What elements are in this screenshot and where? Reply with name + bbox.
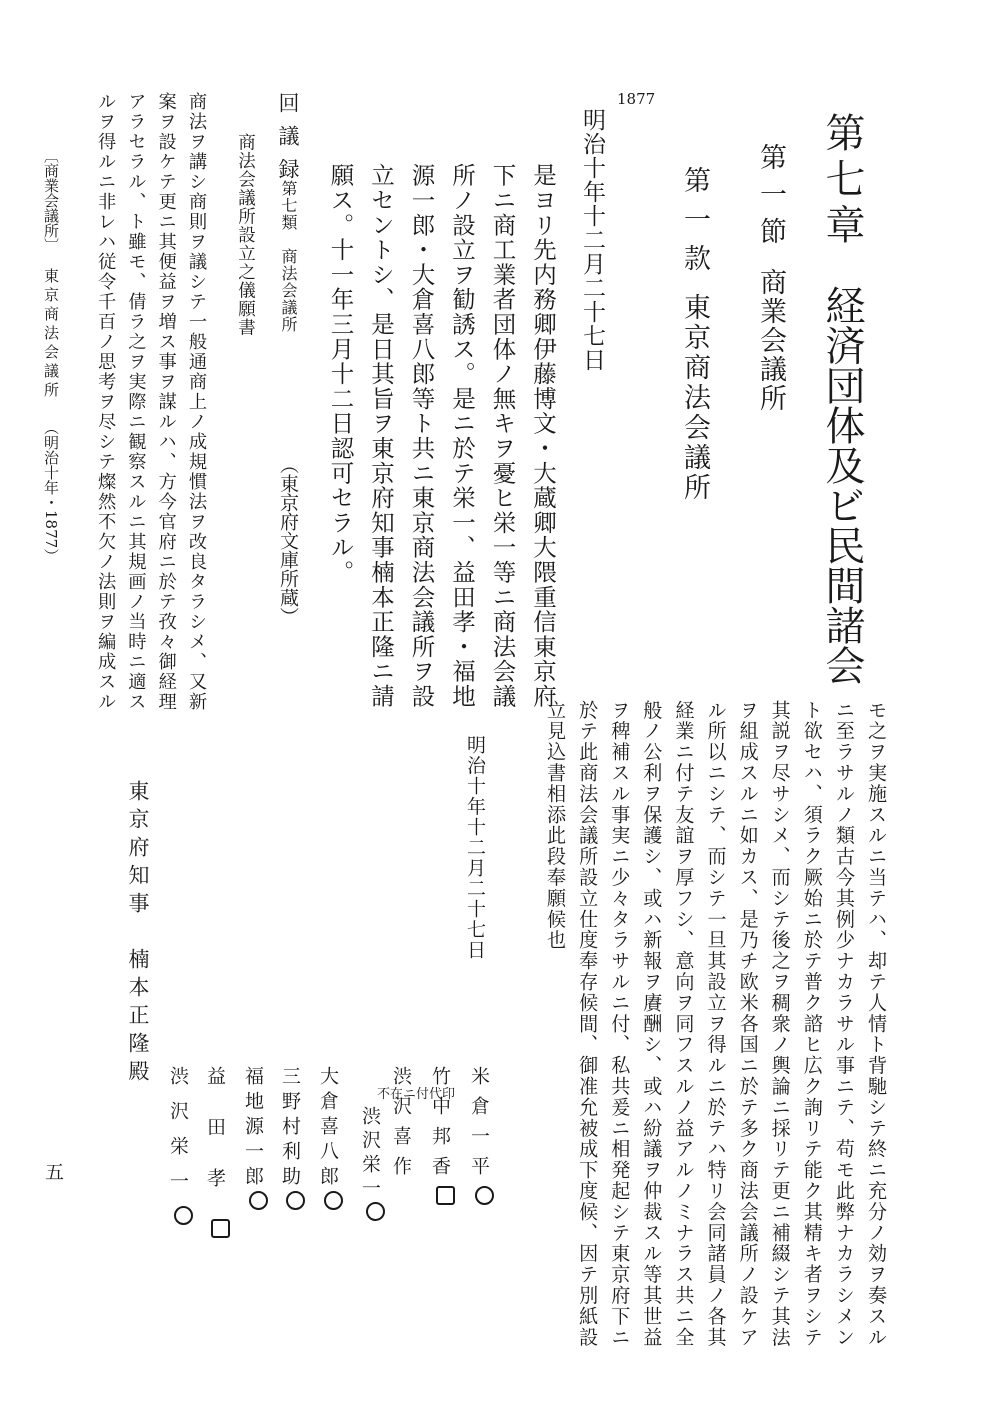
signatory-name: 益田孝: [204, 1066, 226, 1219]
signatory-name: 大倉喜八郎: [317, 1066, 339, 1191]
continuation-line: ヲ組成スルニ如カス、是乃チ欧米各国ニ於テ多ク商法会議所ノ設ケア: [736, 700, 760, 1348]
signatory-name: 竹中邦香: [429, 1066, 451, 1186]
addressee: 東京府知事 楠本正隆殿: [126, 780, 150, 1088]
entry-line: 下ニ商工業者団体ノ無キヲ憂ヒ栄一等ニ商法会議: [488, 163, 517, 709]
seal-icon: [174, 1206, 193, 1225]
petition-line: 案ヲ設ケテ更ニ其便益ヲ増ス事ヲ謀ルハ、方今官府ニ於テ孜々御経理: [155, 92, 177, 712]
petition-body: [96, 92, 205, 712]
seal-icon: [211, 1219, 230, 1238]
subsection-number: 第一款: [679, 166, 710, 283]
continuation-line: 其説ヲ尽サシメ、而シテ後之ヲ稠衆ノ輿論ニ採リテ更ニ補綴シテ其法: [768, 700, 792, 1348]
subsection-title: 東京商法会議所: [679, 293, 710, 503]
continuation-line: 経業ニ付テ友誼ヲ厚フシ、意向ヲ同フスルノ益アルノミナラス共ニ全: [672, 700, 696, 1348]
signatory: [469, 1066, 494, 1205]
seal-icon: [475, 1186, 494, 1205]
signatory-name: 渋沢栄一: [167, 1066, 189, 1206]
petition-line: 商法ヲ講シ商則ヲ議シテ一般通商上ノ成規慣法ヲ改良タラシメ、又新: [186, 92, 207, 712]
continuation-line: 於テ此商法会議所設立仕度奉存候間、御准允被成下度候、因テ別紙設: [576, 700, 600, 1348]
seal-icon: [366, 1202, 385, 1221]
petition-line: ルヲ得ルニ非レハ従令千百ノ思考ヲ尽シテ燦然不欠ノ法則ヲ編成スル: [95, 92, 117, 712]
entry-year: 1877: [617, 90, 656, 108]
seal-icon: [286, 1191, 305, 1210]
entry-line: 所ノ設立ヲ勧誘ス。是ニ於テ栄一、益田孝・福地: [448, 163, 476, 709]
page-number: 五: [42, 1162, 64, 1181]
entry-body: [326, 163, 557, 709]
continuation-line: ヲ稗補スル事実ニ少々タラサルニ付、私共爰ニ相発起シテ東京府下ニ: [608, 700, 632, 1348]
continuation-line: モ之ヲ実施スルニ当テハ、却テ人情ト背馳シテ終ニ充分ノ効ヲ奏スル: [865, 700, 888, 1348]
signatory-name: 渋沢喜作: [390, 1066, 412, 1186]
signatory: [205, 1066, 230, 1238]
signatory: [391, 1066, 410, 1186]
section-number: 第一節: [755, 143, 786, 254]
seal-icon: [436, 1186, 455, 1205]
footer-org: 東京商法会議所: [42, 268, 60, 401]
footer-label: 〔商業会議所〕: [42, 148, 60, 253]
signatory-name: 米倉一平: [468, 1066, 490, 1186]
continuation-line: ト欲セハ、須ラク厥始ニ於テ普ク諮ヒ広ク詢リテ能ク其精キ者ヲシテ: [800, 700, 824, 1348]
footer-year: （明治十年・1877）: [42, 420, 60, 564]
signatory: [318, 1066, 343, 1210]
petition-date: 明治十年十二月二十七日: [464, 735, 486, 961]
doc-category: 第七類 商法会議所: [279, 180, 298, 333]
entry-date: 明治十年十二月二十七日: [579, 108, 605, 372]
signatory-name: 福地源一郎: [242, 1066, 264, 1191]
proxy-name: 渋沢栄一: [360, 1106, 385, 1221]
section-title: 商業会議所: [755, 268, 786, 413]
signatory: [243, 1066, 268, 1210]
signatory: [168, 1066, 193, 1225]
entry-line: 是ヨリ先内務卿伊藤博文・大蔵卿大隈重信東京府: [529, 163, 557, 709]
continuation-line: 般ノ公利ヲ保護シ、或ハ新報ヲ賡酬シ、或ハ紛議ヲ仲裁スル等其世益: [640, 700, 664, 1348]
signatory-name: 三野村利助: [279, 1066, 301, 1191]
petition-continuation: [546, 700, 886, 1348]
petition-title: 商法会議所設立之儀願書: [235, 133, 256, 337]
continuation-line: 立見込書相添此段奉願候也: [544, 700, 568, 951]
seal-icon: [249, 1191, 268, 1210]
seal-icon: [324, 1191, 343, 1210]
entry-line: 願ス。十一年三月十二日認可セラル。: [326, 163, 355, 585]
doc-title: 回議録: [276, 92, 300, 191]
chapter-number: 第七章: [819, 112, 865, 250]
signatory: [280, 1066, 305, 1210]
continuation-line: ニ至ラサルノ類古今其例少ナカラサル事ニテ、苟モ此弊ナカラシメン: [832, 700, 856, 1348]
proxy-note: 不在ニ付代印: [377, 1087, 456, 1102]
continuation-line: ル所以ニシテ、而シテ一旦其設立ヲ得ルニ於テハ特リ会同諸員ノ各其: [704, 700, 728, 1348]
chapter-title: 経済団体及ビ民間諸会: [819, 285, 865, 685]
entry-line: 源一郎・大倉喜八郎等ト共ニ東京商法会議所ヲ設: [407, 163, 436, 709]
petition-line: アラセラル、ト雖モ、倩ラ之ヲ実際ニ観察スルニ其規画ノ当時ニ適ス: [125, 92, 147, 712]
source-note: （東京府文庫所蔵）: [277, 455, 299, 626]
entry-line: 立セントシ、是日其旨ヲ東京府知事楠本正隆ニ請: [367, 163, 395, 709]
